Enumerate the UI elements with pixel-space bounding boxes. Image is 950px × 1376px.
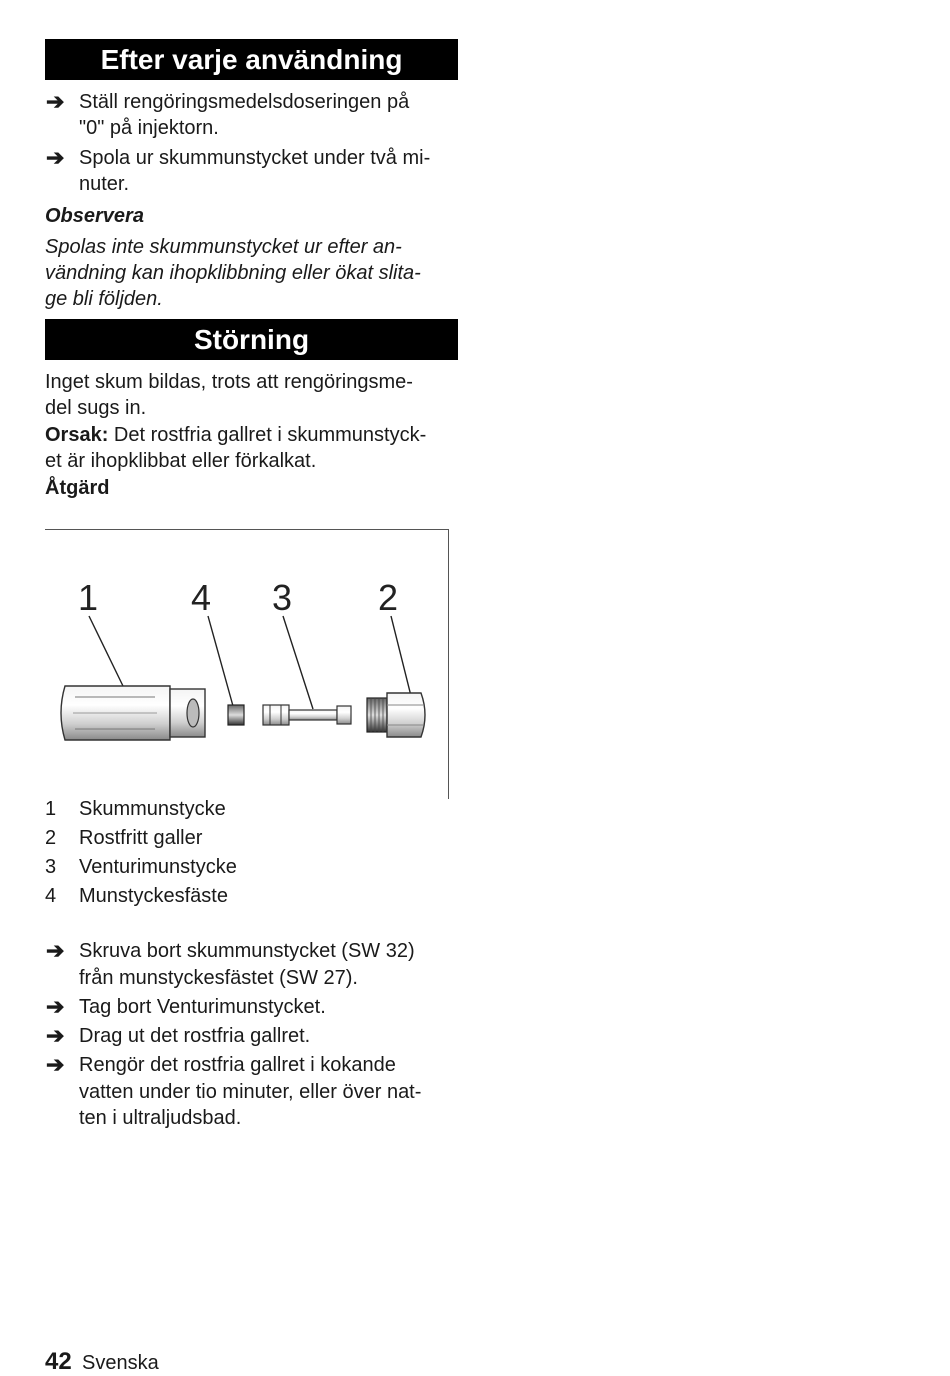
note-text: vändning kan ihopklibbning eller ökat slita-	[45, 262, 421, 284]
step-text: Rengör det rostfria gallret i kokande	[79, 1054, 396, 1076]
cause-line	[45, 422, 426, 448]
step-text: Drag ut det rostfria gallret.	[79, 1025, 311, 1047]
section-heading-fault: Störning	[45, 319, 458, 360]
legend-number: 4	[45, 885, 57, 907]
callout-4: 4	[191, 577, 212, 618]
step-text: ten i ultraljudsbad.	[79, 1107, 242, 1129]
note-label: Observera	[45, 205, 144, 227]
callout-3: 3	[272, 577, 293, 618]
note-text: Spolas inte skummunstycket ur efter an-	[45, 236, 402, 258]
callout-2: 2	[378, 577, 399, 618]
bullet-text: Spola ur skummunstycket under två mi-	[79, 147, 431, 169]
bullet-text: Ställ rengöringsmedelsdoseringen på	[79, 91, 410, 113]
callout-1: 1	[78, 577, 99, 618]
step-text: från munstyckesfästet (SW 27).	[79, 967, 358, 989]
stainless-mesh-part	[367, 693, 425, 737]
arrow-icon: ➔	[46, 938, 65, 963]
legend-number: 1	[45, 798, 57, 820]
legend-text: Skummunstycke	[79, 798, 226, 820]
legend-number: 2	[45, 827, 57, 849]
arrow-icon: ➔	[46, 1052, 65, 1077]
legend-text: Rostfritt galler	[79, 827, 203, 849]
step-text: vatten under tio minuter, eller över nat-	[79, 1081, 422, 1103]
arrow-icon: ➔	[46, 89, 65, 114]
page-number: 42	[45, 1348, 72, 1375]
exploded-view-figure	[45, 529, 449, 799]
strainer-part	[228, 705, 244, 725]
arrow-icon: ➔	[46, 994, 65, 1019]
legend-text: Venturimunstycke	[79, 856, 237, 878]
step-text: Skruva bort skummunstycket (SW 32)	[79, 940, 415, 962]
action-label: Åtgärd	[45, 477, 110, 499]
legend-text: Munstyckesfäste	[79, 885, 228, 907]
venturi-nozzle-part	[263, 705, 351, 725]
step-text: Tag bort Venturimunstycket.	[79, 996, 326, 1018]
legend-number: 3	[45, 856, 57, 878]
arrow-icon: ➔	[46, 145, 65, 170]
bullet-text: nuter.	[79, 173, 130, 195]
bullet-text: "0" på injektorn.	[79, 117, 219, 139]
foam-nozzle-part	[61, 686, 205, 740]
section-heading-after-use: Efter varje användning	[45, 39, 458, 80]
arrow-icon: ➔	[46, 1023, 65, 1048]
note-text: ge bli följden.	[45, 288, 163, 310]
cause-text: et är ihopklibbat eller förkalkat.	[45, 450, 317, 472]
problem-text: Inget skum bildas, trots att rengöringsme-	[45, 371, 413, 393]
cause-label: Orsak:	[45, 424, 109, 446]
cause-text: Det rostfria gallret i skummunstyck-	[108, 424, 427, 446]
page-language: Svenska	[82, 1352, 159, 1374]
problem-text: del sugs in.	[45, 397, 147, 419]
